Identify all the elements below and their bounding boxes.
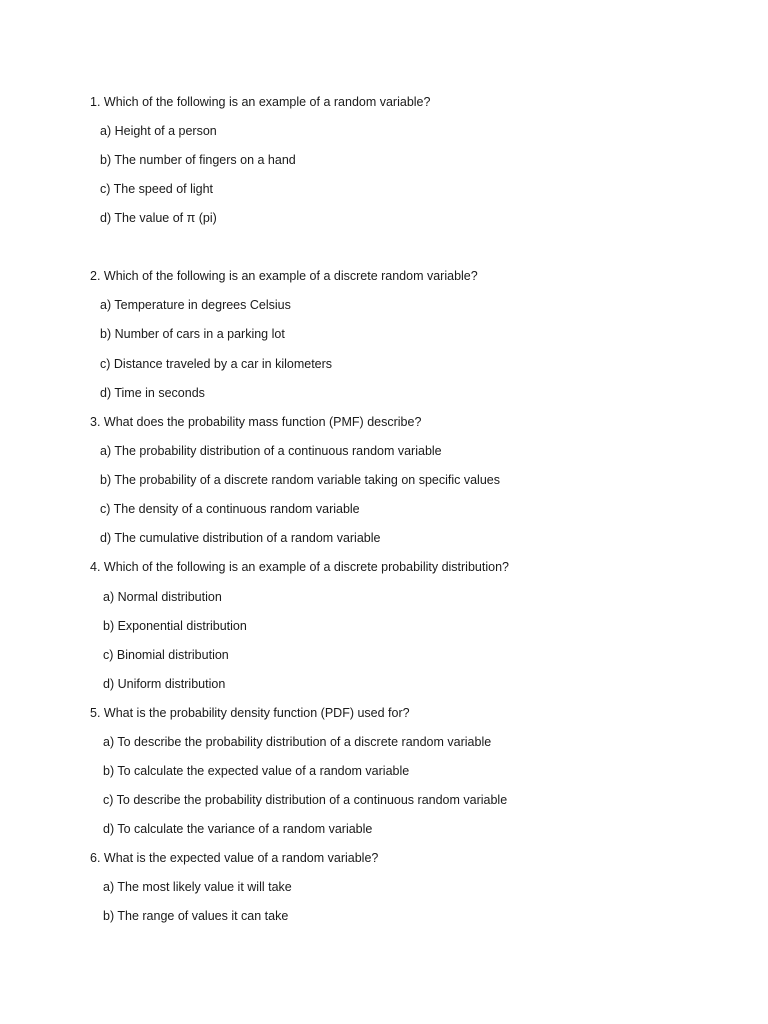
question-3-text: 3. What does the probability mass function (PMF) describe? bbox=[90, 415, 422, 429]
question-2-option-b: b) Number of cars in a parking lot bbox=[100, 327, 285, 341]
question-2-option-c: c) Distance traveled by a car in kilometers bbox=[100, 357, 333, 371]
question-2-option-a: a) Temperature in degrees Celsius bbox=[100, 298, 291, 312]
question-4-option-b: b) Exponential distribution bbox=[103, 619, 247, 633]
question-2-text: 2. Which of the following is an example of a discrete random variable? bbox=[90, 269, 478, 283]
question-5-option-b: b) To calculate the expected value of a random variable bbox=[103, 764, 410, 778]
question-4-text: 4. Which of the following is an example of a discrete probability distribution? bbox=[90, 560, 509, 574]
question-5-option-d: d) To calculate the variance of a random variable bbox=[103, 822, 373, 836]
question-6-text: 6. What is the expected value of a random variable? bbox=[90, 851, 379, 865]
question-6-option-a: a) The most likely value it will take bbox=[103, 880, 292, 894]
question-4-option-d: d) Uniform distribution bbox=[103, 677, 226, 691]
question-5-option-a: a) To describe the probability distribution of a discrete random variable bbox=[103, 735, 492, 749]
question-3-option-c: c) The density of a continuous random variable bbox=[100, 502, 360, 516]
question-6-option-b: b) The range of values it can take bbox=[103, 909, 289, 923]
question-4-option-a: a) Normal distribution bbox=[103, 590, 222, 604]
question-4-option-c: c) Binomial distribution bbox=[103, 648, 229, 662]
question-1-option-b: b) The number of fingers on a hand bbox=[100, 153, 296, 167]
question-1-option-c: c) The speed of light bbox=[100, 182, 214, 196]
question-5-text: 5. What is the probability density function (PDF) used for? bbox=[90, 706, 410, 720]
question-1-option-a: a) Height of a person bbox=[100, 124, 217, 138]
question-3-option-b: b) The probability of a discrete random variable taking on specific values bbox=[100, 473, 500, 487]
question-2-option-d: d) Time in seconds bbox=[100, 386, 205, 400]
question-5-option-c: c) To describe the probability distribution of a continuous random variable bbox=[103, 793, 508, 807]
question-3-option-a: a) The probability distribution of a continuous random variable bbox=[100, 444, 442, 458]
question-3-option-d: d) The cumulative distribution of a random variable bbox=[100, 531, 381, 545]
question-1-text: 1. Which of the following is an example of a random variable? bbox=[90, 95, 431, 109]
question-1-option-d: d) The value of π (pi) bbox=[100, 211, 217, 225]
